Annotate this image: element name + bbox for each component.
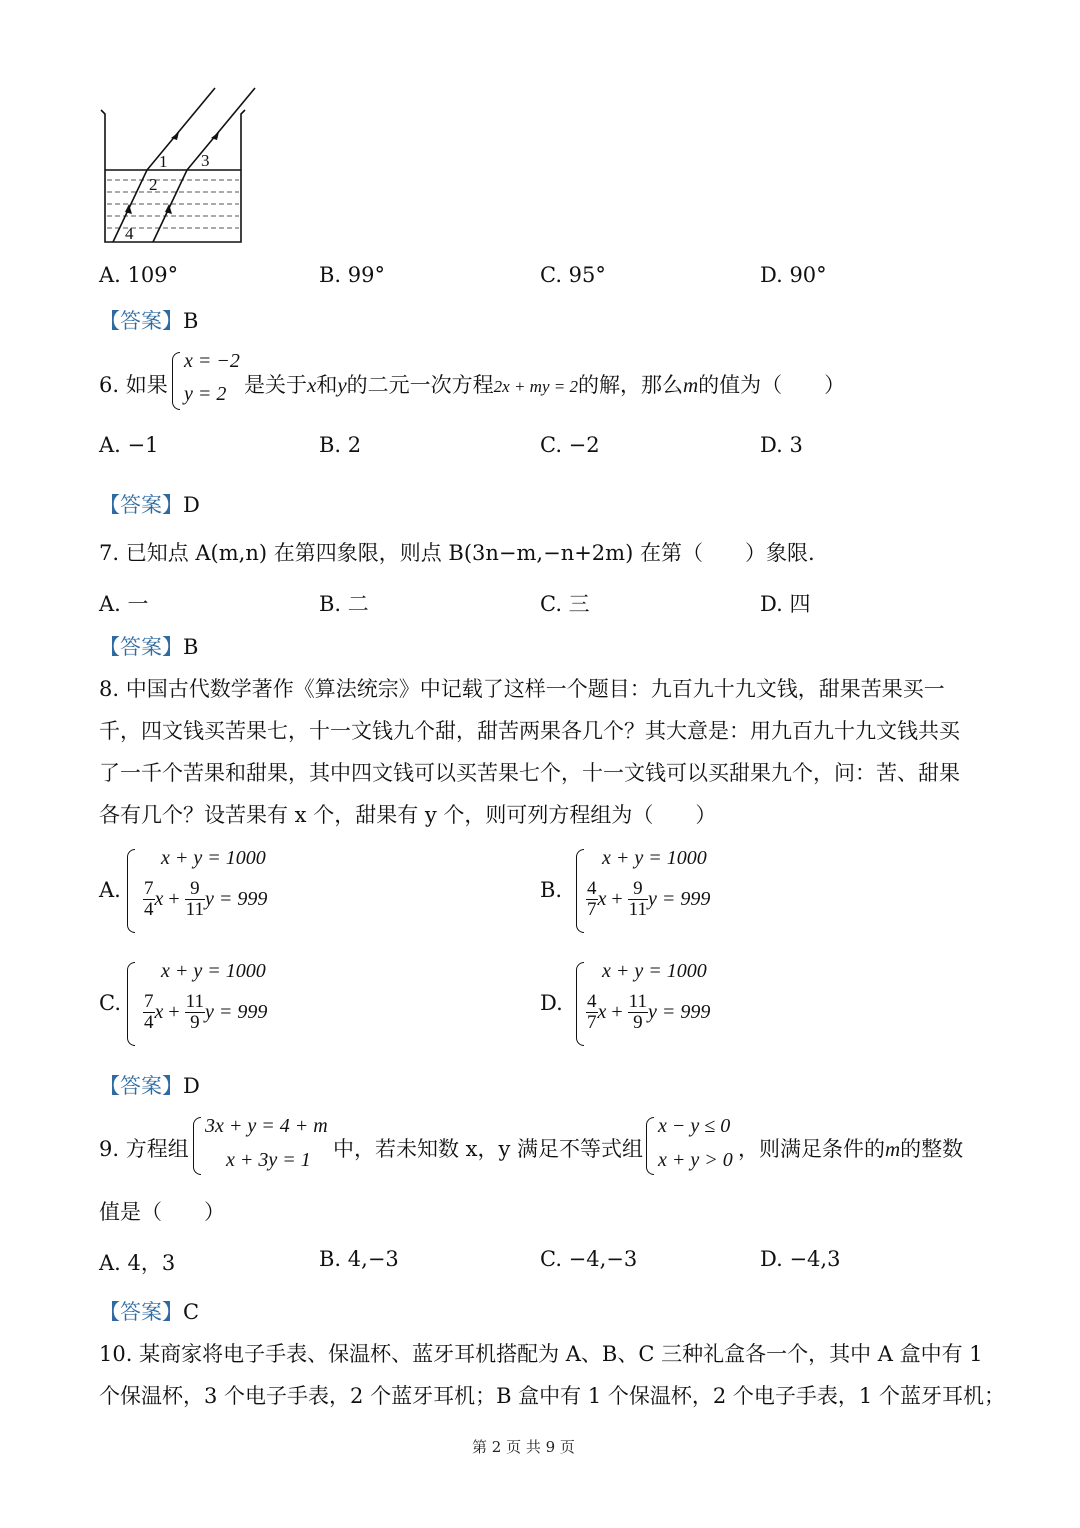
- q9-option-a: A. 4，3: [99, 1251, 176, 1275]
- q8-option-a: [99, 845, 399, 935]
- q9-brace-2: [646, 1117, 654, 1175]
- q6-text-4: 的解，那么: [577, 373, 683, 397]
- var-x: x: [307, 373, 317, 397]
- option-brace: [127, 849, 135, 933]
- q9-option-d: D. −4,3: [760, 1247, 841, 1271]
- option-rhs: y = 999: [647, 1001, 711, 1023]
- q6-brace: [172, 352, 180, 410]
- answer-label: 【答案】: [99, 309, 183, 333]
- q9-number: 9. 方程组: [99, 1137, 189, 1161]
- q9-text-end2: 的整数: [900, 1137, 964, 1161]
- q5-answer: [99, 305, 198, 335]
- q9-brace-1: [193, 1117, 201, 1175]
- q8-option-c: [99, 958, 399, 1048]
- q6-system-line-1: x = −2: [184, 350, 240, 372]
- fraction: [628, 992, 648, 1033]
- angle-label-1: 1: [159, 152, 168, 171]
- answer-label: 【答案】: [99, 493, 183, 517]
- fraction-numerator: 9: [185, 879, 205, 900]
- option-label: C.: [99, 991, 121, 1015]
- answer-value: C: [183, 1300, 200, 1324]
- option-eq1: x + y = 1000: [161, 847, 266, 869]
- fraction: [628, 879, 648, 920]
- answer-value: D: [183, 1074, 200, 1098]
- fraction-numerator: 11: [628, 991, 647, 1012]
- q6-option-a: A. −1: [99, 433, 159, 457]
- q10-line-1: 10. 某商家将电子手表、保温杯、蓝牙耳机搭配为 A、B、C 三种礼盒各一个，其中 A 盒中有 1: [99, 1342, 983, 1366]
- answer-value: B: [183, 635, 199, 659]
- option-label: D.: [540, 991, 563, 1015]
- q8-answer: [99, 1070, 200, 1100]
- beaker-light-figure: [95, 82, 275, 252]
- option-label: B.: [540, 878, 563, 902]
- angle-label-3: 3: [201, 151, 210, 170]
- fraction: [143, 879, 155, 920]
- option-eq1: x + y = 1000: [161, 960, 266, 982]
- fraction-denominator: 4: [144, 1012, 154, 1033]
- fraction-numerator: 9: [628, 879, 648, 900]
- answer-value: D: [183, 493, 200, 517]
- q6-stem-rest: [244, 369, 845, 399]
- page-footer: 第 2 页 共 9 页: [472, 1438, 575, 1456]
- fraction: [586, 879, 598, 920]
- q10-line-2: 个保温杯，3 个电子手表，2 个蓝牙耳机；B 盒中有 1 个保温杯，2 个电子手表，1 个蓝牙耳机；: [99, 1384, 1005, 1408]
- q8-option-d: [540, 958, 840, 1048]
- option-eq2: $\frac{4}{7}$ x + $\frac{11}{9}$ y = 999: [587, 991, 711, 1033]
- q6-number: 6. 如果: [99, 373, 168, 397]
- fraction-denominator: 9: [633, 1012, 643, 1033]
- fraction-denominator: 4: [144, 899, 154, 920]
- option-rhs: y = 999: [204, 888, 268, 910]
- q9-option-c: C. −4,−3: [540, 1247, 638, 1271]
- q9-text-end: ，则满足条件的: [738, 1137, 885, 1161]
- answer-label: 【答案】: [99, 1300, 183, 1324]
- q8-line-1: 8. 中国古代数学著作《算法统宗》中记载了这样一个题目：九百九十九文钱，甜果苦果买一: [99, 677, 945, 701]
- var-y: y: [337, 373, 347, 397]
- q8-line-3: 了一千个苦果和甜果，其中四文钱可以买苦果七个，十一文钱可以买甜果九个，问：苦、甜果: [99, 761, 960, 785]
- q6-system-line-2: y = 2: [184, 383, 227, 405]
- light-rays: [113, 88, 255, 242]
- answer-label: 【答案】: [99, 635, 183, 659]
- q9-mid-text: 中，若未知数 x，y 满足不等式组: [333, 1137, 644, 1161]
- q7-option-d: D. 四: [760, 592, 811, 616]
- q7-option-c: C. 三: [540, 592, 590, 616]
- fraction: [586, 992, 598, 1033]
- fraction-denominator: 7: [587, 1012, 597, 1033]
- q9-system2-line-1: x − y ≤ 0: [658, 1115, 731, 1137]
- fraction: [185, 992, 205, 1033]
- q6-equation: 2x + my = 2: [493, 377, 578, 396]
- fraction-numerator: 4: [587, 991, 597, 1012]
- option-eq1: x + y = 1000: [602, 847, 707, 869]
- q6-text-2: 和: [316, 373, 338, 397]
- q7-answer: [99, 631, 198, 661]
- option-brace: [576, 849, 584, 933]
- q7-stem: 7. 已知点 A(m,n) 在第四象限，则点 B(3n−m,−n+2m) 在第（ ）象限.: [99, 541, 815, 565]
- fraction-numerator: 4: [587, 878, 597, 899]
- fraction-numerator: 7: [144, 878, 154, 899]
- option-eq2: $\frac{4}{7}$ x + $\frac{9}{11}$ y = 999: [587, 878, 711, 920]
- q5-option-c: C. 95°: [540, 263, 606, 287]
- fraction-denominator: 11: [628, 899, 647, 920]
- option-eq2: $\frac{7}{4}$ x + $\frac{9}{11}$ y = 999: [144, 878, 268, 920]
- fraction: [143, 992, 155, 1033]
- q6-option-d: D. 3: [760, 433, 803, 457]
- q9-line-2: 值是（ ）: [99, 1200, 225, 1224]
- q7-option-a: A. 一: [99, 592, 149, 616]
- q6-option-c: C. −2: [540, 433, 600, 457]
- q6-text-5: 的值为（ ）: [698, 373, 846, 397]
- answer-label: 【答案】: [99, 1074, 183, 1098]
- option-brace: [127, 962, 135, 1046]
- q6-text-3: 的二元一次方程: [346, 373, 494, 397]
- option-label: A.: [99, 878, 121, 902]
- q8-option-b: [540, 845, 840, 935]
- q5-option-b: B. 99°: [319, 263, 386, 287]
- var-m: m: [885, 1137, 901, 1161]
- q5-option-a: A. 109°: [99, 263, 179, 287]
- q9-end-text: [738, 1133, 963, 1163]
- fraction-numerator: 11: [185, 991, 204, 1012]
- q9-system2-line-2: x + y > 0: [658, 1149, 733, 1171]
- angle-label-4: 4: [125, 224, 134, 243]
- fraction-denominator: 11: [185, 899, 204, 920]
- q8-line-4: 各有几个？设苦果有 x 个，甜果有 y 个，则可列方程组为（ ）: [99, 803, 717, 827]
- q7-option-b: B. 二: [319, 592, 369, 616]
- fraction-numerator: 7: [144, 991, 154, 1012]
- option-eq2: $\frac{7}{4}$ x + $\frac{11}{9}$ y = 999: [144, 991, 268, 1033]
- fraction: [185, 879, 205, 920]
- q9-system1-line-2: x + 3y = 1: [226, 1149, 311, 1171]
- angle-labels: [125, 151, 210, 243]
- var-m: m: [682, 373, 699, 397]
- angle-label-2: 2: [149, 175, 158, 194]
- q5-option-d: D. 90°: [760, 263, 827, 287]
- option-brace: [576, 962, 584, 1046]
- q6-option-b: B. 2: [319, 433, 362, 457]
- q9-system1-line-1: 3x + y = 4 + m: [205, 1115, 328, 1137]
- option-eq1: x + y = 1000: [602, 960, 707, 982]
- answer-value: B: [183, 309, 199, 333]
- fraction-denominator: 9: [190, 1012, 200, 1033]
- water-lines: [107, 180, 239, 228]
- option-rhs: y = 999: [647, 888, 711, 910]
- fraction-denominator: 7: [587, 899, 597, 920]
- q6-text-1: 是关于: [244, 373, 307, 397]
- option-rhs: y = 999: [204, 1001, 268, 1023]
- q8-line-2: 千，四文钱买苦果七，十一文钱九个甜，甜苦两果各几个？其大意是：用九百九十九文钱共买: [99, 719, 960, 743]
- q9-option-b: B. 4,−3: [319, 1247, 399, 1271]
- q6-answer: [99, 489, 200, 519]
- q9-answer: [99, 1296, 199, 1326]
